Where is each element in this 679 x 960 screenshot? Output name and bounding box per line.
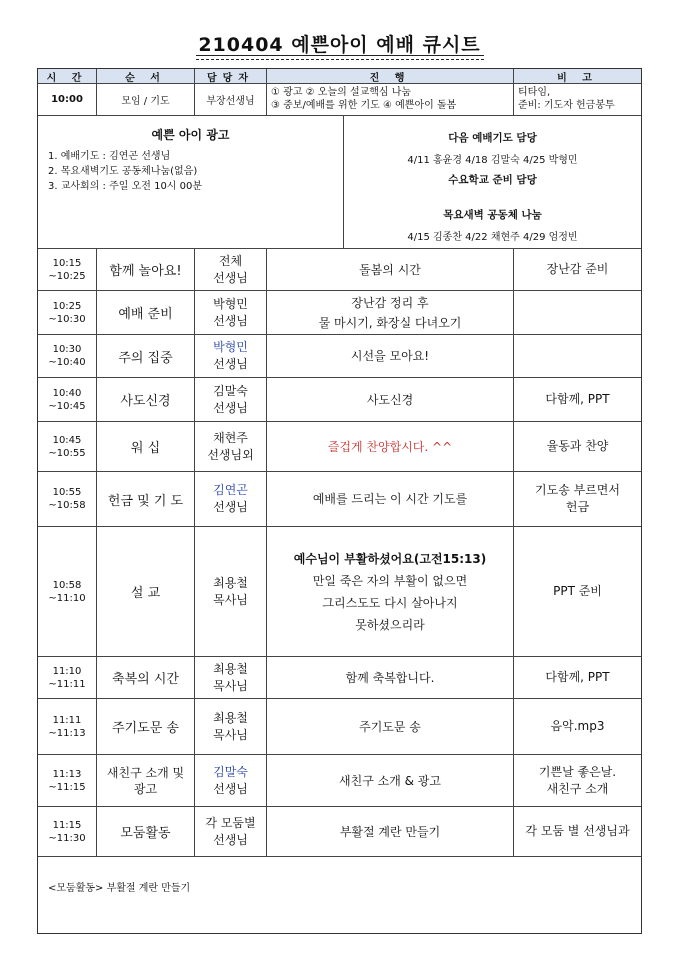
progress-cell: 즐겁게 찬양합시다. ^^ — [267, 422, 514, 471]
order-cell: 모임 / 기도 — [97, 84, 195, 115]
time-cell: 10:55 ~10:58 — [38, 472, 97, 526]
header-note: 비 고 — [557, 72, 598, 83]
announcement-item: 3. 교사회의 : 주일 오전 10시 00분 — [48, 181, 203, 192]
progress-cell: 장난감 정리 후 물 마시기, 화장실 다녀오기 — [267, 291, 514, 334]
progress-cell: 예배를 드리는 이 시간 기도를 — [267, 472, 514, 526]
order-cell: 새친구 소개 및 광고 — [97, 755, 195, 806]
progress-cell: 시선을 모아요! — [267, 335, 514, 377]
progress-cell: 부활절 계란 만들기 — [267, 807, 514, 856]
person-cell: 박형민 선생님 — [195, 291, 267, 334]
table-row — [38, 378, 641, 422]
person-cell: 최용철 목사님 — [195, 527, 267, 656]
announcement-section — [38, 116, 641, 249]
progress-cell: 사도신경 — [267, 378, 514, 421]
time-cell: 10:30 ~10:40 — [38, 335, 97, 377]
time-cell: 11:11 ~11:13 — [38, 699, 97, 754]
time-cell: 10:45 ~10:55 — [38, 422, 97, 471]
person-cell: 채현주 선생님외 — [195, 422, 267, 471]
progress-line: ③ 중보/예배를 위한 기도 ④ 예쁜아이 돌봄 — [271, 100, 457, 111]
note-line: 준비: 기도자 헌금봉투 — [518, 100, 615, 111]
person-cell: 전체 선생님 — [195, 249, 267, 290]
order-cell: 워 십 — [97, 422, 195, 471]
header-time: 시 간 — [38, 69, 97, 83]
duty-schedule-box — [344, 116, 641, 248]
progress-cell: 새친구 소개 & 광고 — [267, 755, 514, 806]
time-cell: 10:25 ~10:30 — [38, 291, 97, 334]
time-cell: 11:13 ~11:15 — [38, 755, 97, 806]
person-cell: 김말숙 선생님 — [195, 378, 267, 421]
announcement-item: 1. 예배기도 : 김연곤 선생님 — [48, 151, 171, 162]
note-cell: 각 모둠 별 선생님과 — [525, 824, 630, 838]
note-cell: PPT 준비 — [553, 584, 602, 598]
table-row — [38, 472, 641, 527]
order-cell: 주의 집중 — [97, 335, 195, 377]
progress-cell: 함께 축복합니다. — [267, 657, 514, 698]
note-cell: 율동과 찬양 — [546, 439, 609, 453]
dawn-sharing-title: 목요새벽 공동체 나눔 — [443, 209, 542, 221]
announcement-item: 2. 목요새벽기도 공동체나눔(없음) — [48, 166, 198, 177]
person-cell: 부장선생님 — [195, 84, 267, 115]
progress-cell: 예수님이 부활하셨어요(고전15:13) 만일 죽은 자의 부활이 없으면 그리스도도 다시 살아나지 못하셨으리라 — [267, 527, 514, 656]
time-cell: 11:15 ~11:30 — [38, 807, 97, 856]
time-cell: 10:00 — [38, 84, 97, 115]
table-row — [38, 249, 641, 291]
order-cell: 함께 놀아요! — [97, 249, 195, 290]
title-underline-dashed — [196, 59, 484, 60]
order-cell: 축복의 시간 — [97, 657, 195, 698]
table-row — [38, 335, 641, 378]
footer-note-box — [38, 865, 641, 935]
note-cell: 기쁜날 좋은날. 새친구 소개 — [538, 764, 617, 796]
sermon-title: 예수님이 부활하셨어요(고전15:13) — [293, 551, 487, 566]
table-row — [38, 755, 641, 807]
table-row-gathering — [38, 84, 641, 116]
title-underline — [196, 55, 484, 56]
note-cell — [514, 335, 641, 377]
order-cell: 모둠활동 — [97, 807, 195, 856]
person-cell: 최용철 목사님 — [195, 657, 267, 698]
time-cell: 10:15 ~10:25 — [38, 249, 97, 290]
order-cell: 사도신경 — [97, 378, 195, 421]
order-cell: 헌금 및 기 도 — [97, 472, 195, 526]
progress-cell: 돌봄의 시간 — [267, 249, 514, 290]
table-row — [38, 527, 641, 657]
note-cell: 음악.mp3 — [550, 719, 605, 733]
person-cell: 박형민 선생님 — [195, 335, 267, 377]
person-cell: 최용철 목사님 — [195, 699, 267, 754]
footer-note: <모둠활동> 부활절 계란 만들기 — [48, 883, 191, 894]
table-row — [38, 699, 641, 755]
table-row — [38, 657, 641, 699]
note-cell — [514, 84, 641, 115]
page-title: 210404 예쁜아이 예배 큐시트 — [198, 34, 481, 56]
table-row — [38, 291, 641, 335]
person-cell: 김연곤 선생님 — [195, 472, 267, 526]
note-line: 티타임, — [518, 87, 551, 98]
time-cell: 10:40 ~10:45 — [38, 378, 97, 421]
person-cell: 김말숙 선생님 — [195, 755, 267, 806]
order-cell: 예배 준비 — [97, 291, 195, 334]
header-person: 담당자 — [195, 69, 267, 83]
time-cell: 11:10 ~11:11 — [38, 657, 97, 698]
order-cell: 설 교 — [97, 527, 195, 656]
note-cell: 다함께, PPT — [545, 670, 610, 684]
school-duty-title: 수요학교 준비 담당 — [448, 174, 537, 186]
progress-cell — [267, 84, 514, 115]
time-cell: 10:58 ~11:10 — [38, 527, 97, 656]
table-row — [38, 422, 641, 472]
cue-sheet-table — [37, 68, 642, 934]
note-cell: 기도송 부르면서 헌금 — [535, 483, 620, 514]
header-progress: 진 행 — [267, 69, 514, 83]
order-cell: 주기도문 송 — [97, 699, 195, 754]
table-header — [38, 69, 641, 84]
progress-line: ① 광고 ② 오늘의 설교핵심 나눔 — [271, 87, 412, 98]
prayer-duty-schedule: 4/11 홍윤경 4/18 김말숙 4/25 박형민 — [407, 155, 578, 166]
header-order: 순 서 — [97, 69, 195, 83]
dawn-sharing-schedule: 4/15 김종찬 4/22 채현주 4/29 엄정빈 — [407, 232, 578, 243]
person-cell: 각 모둠별 선생님 — [195, 807, 267, 856]
announcement-title: 예쁜 아이 광고 — [151, 128, 230, 142]
note-cell: 다함께, PPT — [545, 392, 610, 406]
announcement-box — [38, 116, 344, 248]
note-cell — [514, 291, 641, 334]
progress-cell: 주기도문 송 — [267, 699, 514, 754]
note-cell: 장난감 준비 — [546, 262, 609, 276]
prayer-duty-title: 다음 예배기도 담당 — [448, 132, 537, 144]
table-row — [38, 807, 641, 857]
